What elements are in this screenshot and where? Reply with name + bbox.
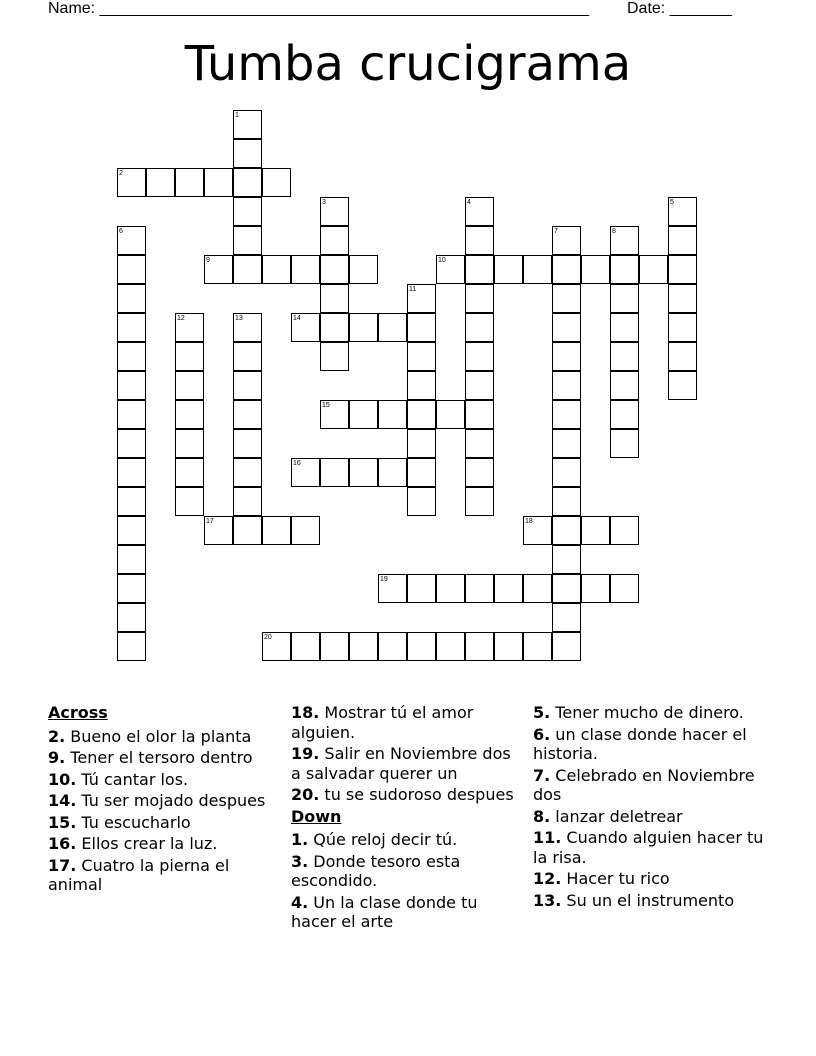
clue-across-15 [48, 813, 276, 833]
grid-cell[interactable] [465, 487, 494, 516]
grid-cell[interactable] [262, 632, 291, 661]
grid-cell[interactable] [407, 574, 436, 603]
grid-cell[interactable] [117, 458, 146, 487]
clue-number: 9. [48, 748, 66, 767]
grid-cell[interactable] [436, 632, 465, 661]
clues-column-1 [48, 703, 276, 897]
down-heading: Down [291, 806, 342, 826]
cell-number: 4 [467, 199, 471, 206]
grid-cell[interactable] [465, 632, 494, 661]
grid-cell[interactable] [349, 400, 378, 429]
clue-number: 19. [291, 744, 320, 763]
grid-cell[interactable] [523, 632, 552, 661]
clue-across-16 [48, 834, 276, 854]
grid-cell[interactable] [465, 371, 494, 400]
grid-cell[interactable] [610, 429, 639, 458]
clue-down-5 [533, 703, 773, 723]
grid-cell[interactable] [581, 516, 610, 545]
grid-cell[interactable] [465, 255, 494, 284]
grid-cell[interactable] [581, 574, 610, 603]
grid-cell[interactable] [204, 168, 233, 197]
clue-across-9 [48, 748, 276, 768]
grid-cell[interactable] [523, 255, 552, 284]
grid-cell[interactable] [262, 168, 291, 197]
cell-number: 15 [322, 402, 330, 409]
grid-cell[interactable] [407, 400, 436, 429]
grid-cell[interactable] [117, 516, 146, 545]
clue-across-18 [291, 703, 519, 742]
grid-cell[interactable] [233, 168, 262, 197]
grid-cell[interactable] [117, 168, 146, 197]
grid-cell[interactable] [465, 429, 494, 458]
grid-cell[interactable] [320, 313, 349, 342]
grid-cell[interactable] [378, 458, 407, 487]
grid-cell[interactable] [320, 458, 349, 487]
grid-cell[interactable] [233, 226, 262, 255]
grid-cell[interactable] [552, 400, 581, 429]
grid-cell[interactable] [407, 429, 436, 458]
grid-cell[interactable] [610, 574, 639, 603]
date-field[interactable]: Date: _______ [627, 0, 732, 17]
grid-cell[interactable] [175, 487, 204, 516]
clue-text: Hacer tu rico [561, 869, 670, 888]
grid-cell[interactable] [262, 516, 291, 545]
grid-cell[interactable] [610, 342, 639, 371]
clue-number: 6. [533, 724, 551, 744]
grid-cell[interactable] [668, 284, 697, 313]
grid-cell[interactable] [117, 574, 146, 603]
grid-cell[interactable] [117, 371, 146, 400]
cell-number: 5 [670, 199, 674, 206]
cell-number: 14 [293, 315, 301, 322]
grid-cell[interactable] [233, 313, 262, 342]
grid-cell[interactable] [378, 313, 407, 342]
clue-number: 3. [291, 851, 309, 871]
grid-cell[interactable] [175, 313, 204, 342]
across-heading: Across [48, 703, 108, 722]
clue-down-4 [291, 893, 519, 932]
grid-cell[interactable] [436, 574, 465, 603]
grid-cell[interactable] [494, 255, 523, 284]
grid-cell[interactable] [552, 603, 581, 632]
grid-cell[interactable] [262, 255, 291, 284]
clue-number: 15. [48, 812, 77, 832]
grid-cell[interactable] [233, 429, 262, 458]
grid-cell[interactable] [320, 255, 349, 284]
grid-cell[interactable] [552, 487, 581, 516]
grid-cell[interactable] [552, 342, 581, 371]
grid-cell[interactable] [639, 255, 668, 284]
grid-cell[interactable] [117, 226, 146, 255]
grid-cell[interactable] [465, 574, 494, 603]
clue-down-11 [533, 828, 773, 867]
clue-across-14 [48, 791, 276, 811]
grid-cell[interactable] [233, 400, 262, 429]
grid-cell[interactable] [349, 255, 378, 284]
cell-number: 9 [206, 257, 210, 264]
grid-cell[interactable] [233, 197, 262, 226]
cell-number: 10 [438, 257, 446, 264]
cell-number: 13 [235, 315, 243, 322]
cell-number: 19 [380, 576, 388, 583]
grid-cell[interactable] [552, 313, 581, 342]
clue-across-17 [48, 856, 276, 895]
grid-cell[interactable] [610, 226, 639, 255]
grid-cell[interactable] [407, 632, 436, 661]
grid-cell[interactable] [465, 313, 494, 342]
grid-cell[interactable] [552, 458, 581, 487]
grid-cell[interactable] [204, 516, 233, 545]
grid-cell[interactable] [175, 371, 204, 400]
clue-text: Cuatro la pierna el animal [48, 855, 230, 894]
cell-number: 7 [554, 228, 558, 235]
clue-across-10 [48, 770, 276, 790]
clue-number: 11. [533, 828, 562, 847]
grid-cell[interactable] [494, 574, 523, 603]
clue-text: Bueno el olor la planta [65, 726, 252, 746]
cell-number: 17 [206, 518, 214, 525]
grid-cell[interactable] [668, 313, 697, 342]
cell-number: 20 [264, 634, 272, 641]
grid-cell[interactable] [291, 255, 320, 284]
grid-cell[interactable] [233, 458, 262, 487]
grid-cell[interactable] [407, 458, 436, 487]
grid-cell[interactable] [610, 255, 639, 284]
grid-cell[interactable] [175, 168, 204, 197]
grid-cell[interactable] [291, 632, 320, 661]
clue-down-7 [533, 766, 773, 805]
clue-number: 2. [48, 726, 66, 746]
grid-cell[interactable] [117, 603, 146, 632]
grid-cell[interactable] [349, 458, 378, 487]
grid-cell[interactable] [610, 371, 639, 400]
grid-cell[interactable] [407, 313, 436, 342]
grid-cell[interactable] [552, 371, 581, 400]
clue-across-19 [291, 744, 519, 783]
clue-text: un clase donde hacer el historia. [533, 724, 747, 763]
clues-column-3 [533, 703, 773, 912]
grid-cell[interactable] [117, 632, 146, 661]
grid-cell[interactable] [378, 400, 407, 429]
grid-cell[interactable] [117, 313, 146, 342]
grid-cell[interactable] [610, 313, 639, 342]
grid-cell[interactable] [436, 255, 465, 284]
grid-cell[interactable] [349, 632, 378, 661]
grid-cell[interactable] [320, 400, 349, 429]
grid-cell[interactable] [465, 226, 494, 255]
grid-cell[interactable] [175, 400, 204, 429]
clue-number: 7. [533, 765, 551, 785]
grid-cell[interactable] [668, 371, 697, 400]
clues-column-2 [291, 703, 519, 934]
clue-across-2 [48, 727, 276, 747]
grid-cell[interactable] [117, 487, 146, 516]
cell-number: 3 [322, 199, 326, 206]
grid-cell[interactable] [668, 226, 697, 255]
grid-cell[interactable] [320, 284, 349, 313]
clue-number: 5. [533, 703, 551, 722]
grid-cell[interactable] [465, 458, 494, 487]
cell-number: 11 [409, 286, 417, 293]
grid-cell[interactable] [175, 458, 204, 487]
grid-cell[interactable] [204, 255, 233, 284]
clue-text: Un la clase donde tu hacer el arte [291, 892, 478, 931]
grid-cell[interactable] [436, 400, 465, 429]
grid-cell[interactable] [320, 342, 349, 371]
grid-cell[interactable] [146, 168, 175, 197]
clue-text: Tener el tersoro dentro [65, 748, 253, 767]
grid-cell[interactable] [291, 458, 320, 487]
cell-number: 8 [612, 228, 616, 235]
grid-cell[interactable] [349, 313, 378, 342]
clue-number: 16. [48, 834, 77, 853]
grid-cell[interactable] [233, 342, 262, 371]
grid-cell[interactable] [291, 313, 320, 342]
grid-cell[interactable] [581, 255, 610, 284]
grid-cell[interactable] [668, 342, 697, 371]
clue-text: Tu escucharlo [76, 812, 191, 832]
grid-cell[interactable] [407, 487, 436, 516]
grid-cell[interactable] [378, 632, 407, 661]
clue-across-20 [291, 785, 519, 805]
clue-down-6 [533, 725, 773, 764]
grid-cell[interactable] [465, 400, 494, 429]
cell-number: 2 [119, 170, 123, 177]
grid-cell[interactable] [117, 545, 146, 574]
grid-cell[interactable] [175, 342, 204, 371]
grid-cell[interactable] [610, 400, 639, 429]
clue-number: 14. [48, 791, 77, 810]
grid-cell[interactable] [175, 429, 204, 458]
clue-down-1 [291, 830, 519, 850]
grid-cell[interactable] [233, 516, 262, 545]
clue-text: Cuando alguien hacer tu la risa. [533, 828, 764, 867]
grid-cell[interactable] [552, 516, 581, 545]
clue-text: lanzar deletrear [550, 806, 683, 826]
clue-text: Celebrado en Noviembre dos [533, 765, 755, 804]
grid-cell[interactable] [465, 342, 494, 371]
cell-number: 18 [525, 518, 533, 525]
cell-number: 6 [119, 228, 123, 235]
clue-down-3 [291, 852, 519, 891]
clue-text: Qúe reloj decir tú. [308, 830, 458, 849]
name-field[interactable]: Name: _______________________________________________________ [48, 0, 589, 17]
clue-number: 12. [533, 869, 562, 888]
clue-text: Mostrar tú el amor alguien. [291, 703, 474, 742]
clue-number: 4. [291, 892, 309, 912]
clue-text: Tú cantar los. [76, 769, 189, 789]
grid-cell[interactable] [610, 284, 639, 313]
clue-number: 10. [48, 769, 77, 789]
clue-number: 17. [48, 855, 77, 875]
grid-cell[interactable] [291, 516, 320, 545]
page-title: Tumba crucigrama [184, 36, 632, 92]
grid-cell[interactable] [320, 197, 349, 226]
grid-cell[interactable] [552, 226, 581, 255]
clue-text: Ellos crear la luz. [76, 834, 218, 853]
grid-cell[interactable] [407, 342, 436, 371]
clue-number: 13. [533, 890, 562, 910]
cell-number: 1 [235, 112, 239, 119]
grid-cell[interactable] [117, 284, 146, 313]
clue-down-8 [533, 807, 773, 827]
grid-cell[interactable] [523, 574, 552, 603]
grid-cell[interactable] [552, 429, 581, 458]
clue-text: Tu ser mojado despues [76, 791, 266, 810]
grid-cell[interactable] [668, 197, 697, 226]
grid-cell[interactable] [233, 110, 262, 139]
grid-cell[interactable] [378, 574, 407, 603]
grid-cell[interactable] [117, 342, 146, 371]
grid-cell[interactable] [552, 545, 581, 574]
clue-down-13 [533, 891, 773, 911]
clue-number: 18. [291, 703, 320, 722]
clue-number: 20. [291, 785, 320, 804]
grid-cell[interactable] [523, 516, 552, 545]
grid-cell[interactable] [233, 139, 262, 168]
clue-text: Tener mucho de dinero. [550, 703, 744, 722]
grid-cell[interactable] [233, 255, 262, 284]
grid-cell[interactable] [668, 255, 697, 284]
grid-cell[interactable] [552, 255, 581, 284]
cell-number: 16 [293, 460, 301, 467]
grid-cell[interactable] [407, 284, 436, 313]
grid-cell[interactable] [320, 632, 349, 661]
grid-cell[interactable] [465, 284, 494, 313]
clue-number: 8. [533, 806, 551, 826]
clue-text: Salir en Noviembre dos a salvadar querer un [291, 744, 511, 783]
cell-number: 12 [177, 315, 185, 322]
grid-cell[interactable] [233, 487, 262, 516]
grid-cell[interactable] [117, 400, 146, 429]
grid-cell[interactable] [117, 429, 146, 458]
grid-cell[interactable] [465, 197, 494, 226]
grid-cell[interactable] [552, 632, 581, 661]
clue-text: tu se sudoroso despues [319, 785, 514, 804]
grid-cell[interactable] [552, 284, 581, 313]
clue-text: Su un el instrumento [561, 890, 735, 910]
clue-down-12 [533, 869, 773, 889]
grid-cell[interactable] [610, 516, 639, 545]
clue-text: Donde tesoro esta escondido. [291, 851, 461, 890]
grid-cell[interactable] [117, 255, 146, 284]
grid-cell[interactable] [233, 371, 262, 400]
grid-cell[interactable] [407, 371, 436, 400]
grid-cell[interactable] [552, 574, 581, 603]
grid-cell[interactable] [320, 226, 349, 255]
grid-cell[interactable] [494, 632, 523, 661]
clue-number: 1. [291, 830, 309, 849]
